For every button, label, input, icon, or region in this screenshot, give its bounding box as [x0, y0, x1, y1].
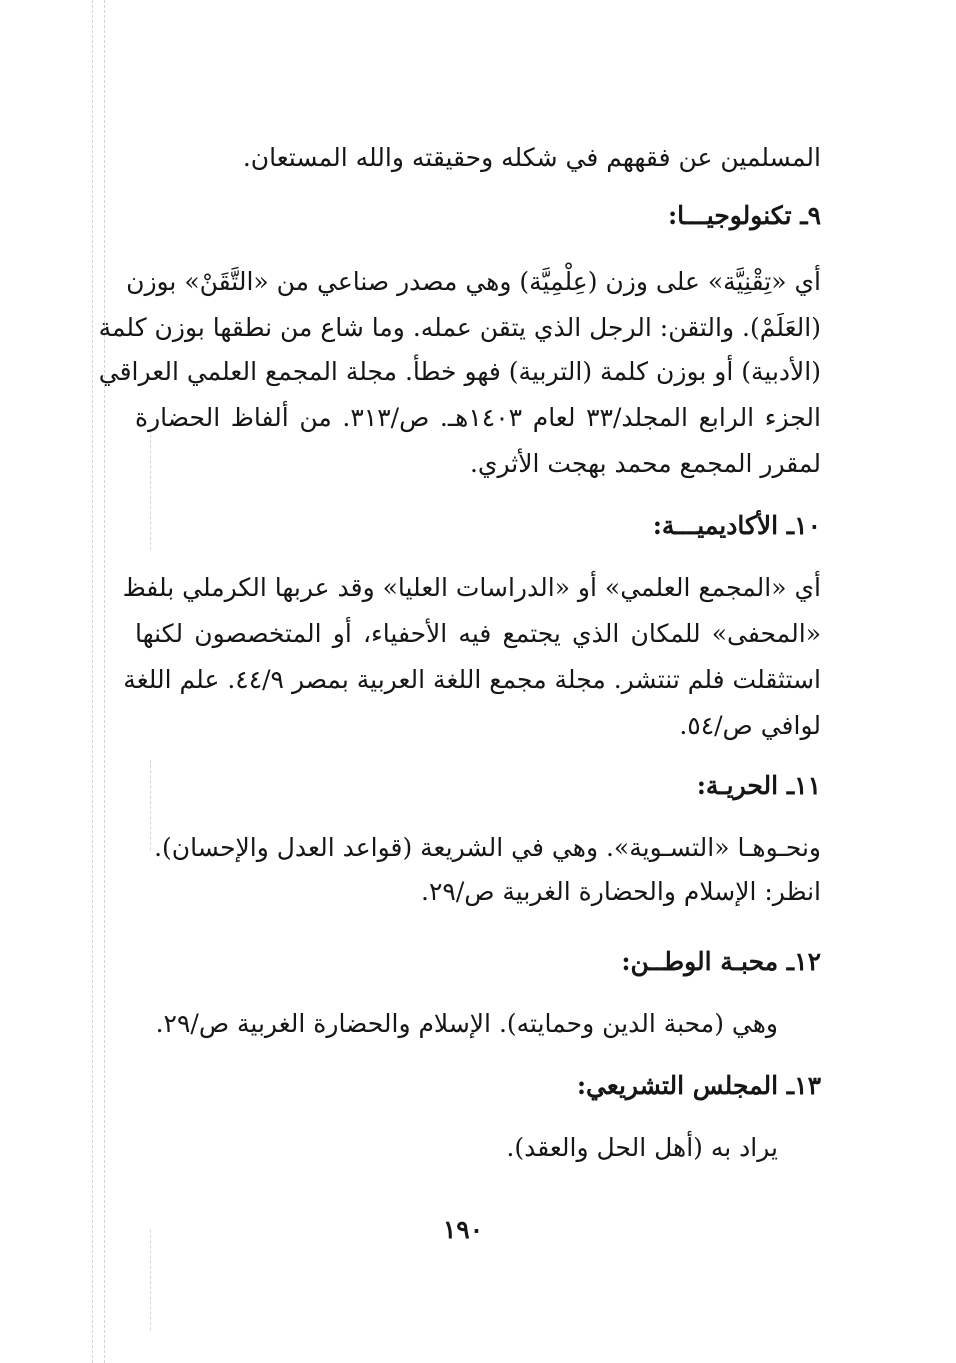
text-line: استثقلت فلم تنتشر. مجلة مجمع اللغة العربية بمصر ٤٤/٩. علم اللغة [123, 665, 821, 694]
page-number: ١٩٠ [442, 1215, 484, 1244]
section-heading: ١٣ـ المجلس التشريعي: [576, 1071, 821, 1100]
text-line: ونحـوهـا «التسـوية». وهي في الشريعة (قواعد العدل والإحسان). [154, 833, 821, 862]
text-line: انظر: الإسلام والحضارة الغربية ص/٢٩. [421, 877, 821, 906]
section-heading: ٩ـ تكنولوجيـــا: [667, 201, 821, 230]
text-line: وهي (محبة الدين وحمايته). الإسلام والحضارة الغربية ص/٢٩. [155, 1009, 778, 1038]
text-line: أي «تِقْنِيَّة» على وزن (عِلْمِيَّة) وهي مصدر صناعي من «التَّقَنْ» بوزن [126, 267, 821, 296]
text-line: «المحفى» للمكان الذي يجتمع فيه الأحفياء، أو المتخصصون لكنها [135, 619, 821, 648]
scan-guide-line [104, 0, 105, 1363]
text-line: أي «المجمع العلمي» أو «الدراسات العليا» وقد عربها الكرملي بلفظ [122, 573, 821, 602]
text-line: (الأدبية) أو بوزن كلمة (التربية) فهو خطأ. مجلة المجمع العلمي العراقي [98, 357, 821, 386]
text-line: (العَلَمْ). والتقن: الرجل الذي يتقن عمله. وما شاع من نطقها بوزن كلمة [98, 313, 821, 342]
text-line: المسلمين عن فقههم في شكله وحقيقته والله المستعان. [242, 143, 821, 172]
section-heading: ١٠ـ الأكاديميـــة: [652, 511, 821, 540]
text-line: لمقرر المجمع محمد بهجت الأثري. [469, 449, 821, 478]
section-heading: ١١ـ الحريـة: [696, 771, 821, 800]
text-line: الجزء الرابع المجلد/٣٣ لعام ١٤٠٣هـ. ص/٣١٣. من ألفاظ الحضارة [135, 403, 821, 432]
scan-guide-line [150, 760, 151, 850]
section-heading: ١٢ـ محبـة الوطــن: [621, 947, 821, 976]
text-line: يراد به (أهل الحل والعقد). [506, 1133, 778, 1162]
scan-guide-line [150, 430, 151, 550]
scan-guide-line [92, 0, 93, 1363]
text-line: لوافي ص/٥٤. [679, 711, 821, 740]
scan-guide-line [150, 1230, 151, 1330]
